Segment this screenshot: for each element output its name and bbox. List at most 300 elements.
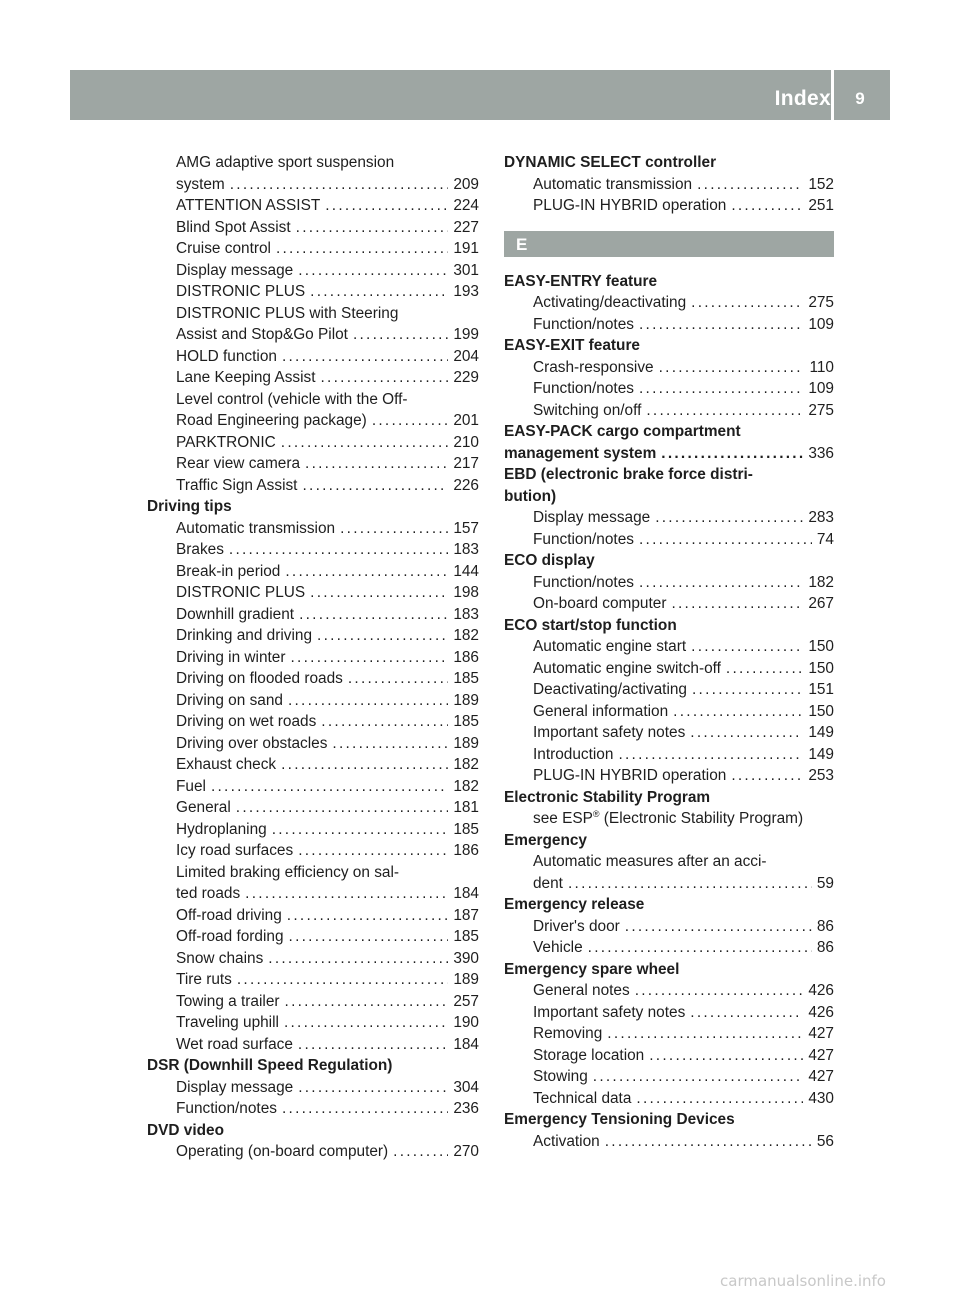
dot-leader <box>691 636 803 658</box>
page-ref[interactable]: 426 <box>808 982 834 999</box>
dot-leader <box>285 561 448 583</box>
page-ref[interactable]: 181 <box>453 799 479 816</box>
dot-leader <box>229 539 448 561</box>
index-subentry[interactable] <box>147 1012 479 1034</box>
index-subentry[interactable] <box>504 292 834 314</box>
page-ref[interactable]: 283 <box>808 509 834 526</box>
index-subentry[interactable] <box>504 507 834 529</box>
index-heading: DSR (Downhill Speed Regulation) <box>147 1057 393 1074</box>
page-ref[interactable]: 59 <box>816 874 834 892</box>
page-ref[interactable]: 209 <box>453 175 479 193</box>
entry-text: Driving on flooded roads <box>176 670 343 687</box>
entry-text: HOLD function <box>176 347 277 365</box>
dot-leader <box>298 840 448 862</box>
dot-leader <box>655 507 803 529</box>
page-ref[interactable]: 267 <box>808 595 834 612</box>
index-subentry-line1: AMG adaptive sport suspension <box>176 154 395 171</box>
index-heading: EASY-EXIT feature <box>504 337 640 354</box>
page-ref[interactable]: 109 <box>808 315 834 333</box>
index-subentry[interactable] <box>147 776 479 798</box>
index-heading: Emergency release <box>504 896 645 913</box>
index-heading: ECO start/stop function <box>504 616 677 634</box>
index-subentry[interactable] <box>147 819 479 841</box>
dot-leader <box>639 314 803 336</box>
index-subentry-line1: Automatic measures after an acci- <box>533 853 767 870</box>
dot-leader <box>317 625 448 647</box>
index-subentry[interactable] <box>147 797 479 819</box>
dot-leader <box>325 195 448 217</box>
index-heading: DYNAMIC SELECT controller <box>504 154 717 171</box>
dot-leader <box>281 754 448 776</box>
dot-leader <box>618 744 803 766</box>
index-subentry[interactable] <box>504 916 834 938</box>
page-ref[interactable]: 186 <box>453 648 479 666</box>
index-subentry[interactable] <box>504 980 834 1002</box>
index-subentry[interactable] <box>504 529 834 551</box>
index-subentry-line1: DISTRONIC PLUS with Steering <box>176 304 399 322</box>
page-ref[interactable]: 224 <box>453 197 479 214</box>
entry-text: Towing a trailer <box>176 992 280 1010</box>
entry-text: Activating/deactivating <box>533 294 687 311</box>
dot-leader <box>296 217 449 239</box>
index-subentry[interactable] <box>147 690 479 712</box>
dot-leader <box>288 690 448 712</box>
page-ref[interactable]: 157 <box>453 519 479 537</box>
entry-text: Traveling uphill <box>176 1014 279 1031</box>
index-subentry[interactable] <box>504 378 834 400</box>
index-subentry[interactable] <box>147 840 479 862</box>
index-subentry[interactable] <box>504 1066 834 1088</box>
page-ref[interactable]: 110 <box>809 358 834 376</box>
dot-leader <box>287 905 449 927</box>
dot-leader <box>731 765 803 787</box>
dot-leader <box>272 819 449 841</box>
index-subentry[interactable] <box>504 873 834 895</box>
index-column-right <box>504 152 834 1152</box>
index-subentry[interactable] <box>147 604 479 626</box>
entry-text: DISTRONIC PLUS <box>176 584 306 601</box>
index-subentry[interactable] <box>504 658 834 680</box>
page-ref[interactable]: 204 <box>453 347 479 365</box>
index-subentry[interactable] <box>147 453 479 475</box>
page-ref[interactable]: 427 <box>808 1068 834 1085</box>
entry-text: Important safety notes <box>533 724 686 741</box>
entry-text: On-board computer <box>533 595 667 612</box>
entry-text: Function/notes <box>533 315 634 333</box>
index-subentry[interactable] <box>147 367 479 389</box>
index-subentry[interactable] <box>147 582 479 604</box>
entry-text: Driving in winter <box>176 648 286 666</box>
dot-leader <box>302 475 448 497</box>
index-heading: ECO display <box>504 552 595 569</box>
index-subentry[interactable] <box>147 754 479 776</box>
dot-leader <box>691 292 803 314</box>
index-subentry[interactable] <box>147 1034 479 1056</box>
entry-text: Automatic engine switch-off <box>533 659 721 677</box>
entry-text: Assist and Stop&Go Pilot <box>176 326 348 343</box>
page-ref[interactable]: 182 <box>453 756 479 773</box>
index-heading: EBD (electronic brake force distri- <box>504 466 753 483</box>
dot-leader <box>588 937 812 959</box>
entry-text: Cruise control <box>176 240 271 257</box>
page-ref[interactable]: 427 <box>808 1025 834 1042</box>
page-ref[interactable]: 336 <box>808 444 834 462</box>
entry-text: Crash-responsive <box>533 358 654 376</box>
dot-leader <box>605 1131 812 1153</box>
page-ref[interactable]: 199 <box>453 326 479 343</box>
entry-text: Tire ruts <box>176 971 232 988</box>
entry-text: Introduction <box>533 745 614 763</box>
index-subentry[interactable] <box>504 314 834 336</box>
entry-text: Snow chains <box>176 949 264 967</box>
page-ref[interactable]: 270 <box>453 1143 479 1160</box>
entry-text: PLUG-IN HYBRID operation <box>533 767 727 784</box>
entry-text: Exhaust check <box>176 756 277 773</box>
dot-leader <box>320 367 448 389</box>
entry-text: Activation <box>533 1132 600 1150</box>
index-subentry[interactable] <box>504 937 834 959</box>
page-ref[interactable]: 86 <box>816 917 834 935</box>
index-column-left <box>147 152 479 1163</box>
entry-text: Function/notes <box>533 380 634 397</box>
dot-leader <box>298 1034 448 1056</box>
section-letter-e: E <box>504 231 834 257</box>
dot-leader <box>230 174 449 196</box>
registered-mark: ® <box>592 808 600 819</box>
entry-text: ted roads <box>176 885 241 902</box>
index-heading: Driving tips <box>147 498 232 515</box>
dot-leader <box>568 873 812 895</box>
page-ref[interactable]: 184 <box>453 885 479 902</box>
entry-text: Display message <box>533 509 651 526</box>
dot-leader <box>661 443 803 465</box>
index-subentry[interactable] <box>147 883 479 905</box>
page-ref[interactable]: 184 <box>453 1035 479 1053</box>
page-ref[interactable]: 251 <box>808 197 834 214</box>
entry-text: General information <box>533 702 669 720</box>
index-heading: EASY-PACK cargo compartment <box>504 423 741 440</box>
index-heading: DVD video <box>147 1121 224 1139</box>
entry-text: General notes <box>533 982 630 999</box>
page-ref[interactable]: 187 <box>453 906 479 924</box>
page-ref[interactable]: 109 <box>808 380 834 397</box>
page-ref[interactable]: 150 <box>808 702 834 720</box>
index-subentry[interactable] <box>504 1002 834 1024</box>
page-ref[interactable]: 201 <box>453 412 479 429</box>
entry-text: Traffic Sign Assist <box>176 476 298 494</box>
page-ref[interactable]: 189 <box>453 691 479 709</box>
dot-leader <box>281 432 449 454</box>
index-subentry[interactable] <box>147 260 479 282</box>
entry-text: Road Engineering package) <box>176 412 367 429</box>
dot-leader <box>726 658 803 680</box>
index-heading: EASY-ENTRY feature <box>504 272 658 290</box>
page-ref[interactable]: 427 <box>808 1046 834 1064</box>
entry-text: Driving over obstacles <box>176 734 328 752</box>
index-subentry[interactable] <box>147 625 479 647</box>
page-ref[interactable]: 56 <box>816 1132 834 1150</box>
dot-leader <box>731 195 803 217</box>
dot-leader <box>285 991 449 1013</box>
index-subentry[interactable] <box>147 647 479 669</box>
index-subentry[interactable] <box>147 561 479 583</box>
page-ref[interactable]: 210 <box>453 433 479 451</box>
index-subentry[interactable] <box>504 357 834 379</box>
entry-text: Function/notes <box>533 573 634 591</box>
index-subentry[interactable] <box>147 991 479 1013</box>
index-subentry-line1: Level control (vehicle with the Off- <box>176 390 408 408</box>
page-ref[interactable]: 150 <box>808 638 834 655</box>
dot-leader <box>282 346 448 368</box>
page-ref[interactable]: 182 <box>453 627 479 644</box>
dot-leader <box>305 453 448 475</box>
dot-leader <box>690 1002 803 1024</box>
entry-text: Blind Spot Assist <box>176 218 291 236</box>
index-subentry[interactable] <box>147 539 479 561</box>
page-ref[interactable]: 430 <box>808 1089 834 1107</box>
entry-text: Driving on sand <box>176 691 283 709</box>
page-ref[interactable]: 191 <box>453 240 479 257</box>
dot-leader <box>276 238 448 260</box>
index-subentry[interactable] <box>147 1141 479 1163</box>
index-subentry[interactable] <box>147 518 479 540</box>
entry-text: Rear view camera <box>176 455 301 472</box>
index-subentry[interactable] <box>504 174 834 196</box>
page-ref[interactable]: 151 <box>808 681 834 698</box>
index-subentry[interactable] <box>147 948 479 970</box>
index-subentry[interactable] <box>504 679 834 701</box>
page-ref[interactable]: 390 <box>453 949 479 967</box>
page-number: 9 <box>855 89 865 108</box>
entry-text: Fuel <box>176 777 206 795</box>
entry-text: Automatic engine start <box>533 638 687 655</box>
dot-leader <box>639 378 803 400</box>
index-subentry[interactable] <box>147 926 479 948</box>
entry-text: Display message <box>176 261 294 279</box>
entry-text: Drinking and driving <box>176 627 313 644</box>
page-ref[interactable]: 198 <box>453 584 479 601</box>
entry-text: Break-in period <box>176 562 281 580</box>
page-ref[interactable]: 185 <box>453 713 479 730</box>
index-subentry[interactable] <box>504 1045 834 1067</box>
index-heading: Electronic Stability Program <box>504 788 711 806</box>
dot-leader <box>353 324 448 346</box>
page-ref[interactable]: 185 <box>453 820 479 838</box>
index-subentry[interactable] <box>147 410 479 432</box>
page-ref[interactable]: 257 <box>453 992 479 1010</box>
dot-leader <box>310 281 448 303</box>
dot-leader <box>340 518 448 540</box>
dot-leader <box>211 776 448 798</box>
entry-text: Wet road surface <box>176 1035 293 1053</box>
index-subentry[interactable] <box>147 324 479 346</box>
dot-leader <box>237 969 448 991</box>
index-subentry[interactable] <box>504 636 834 658</box>
index-subentry[interactable] <box>147 195 479 217</box>
dot-leader <box>659 357 805 379</box>
dot-leader <box>639 572 803 594</box>
index-subentry[interactable] <box>147 733 479 755</box>
page-ref[interactable]: 149 <box>808 745 834 763</box>
index-heading: Emergency spare wheel <box>504 960 680 978</box>
dot-leader <box>268 948 448 970</box>
page-ref[interactable]: 253 <box>808 767 834 784</box>
entry-text: Driving on wet roads <box>176 713 317 730</box>
entry-text: Off-road driving <box>176 906 282 924</box>
dot-leader <box>284 1012 448 1034</box>
entry-text: system <box>176 175 225 193</box>
entry-text: Technical data <box>533 1089 632 1107</box>
index-subentry[interactable] <box>504 572 834 594</box>
page-ref[interactable]: 275 <box>808 294 834 311</box>
dot-leader <box>321 711 448 733</box>
index-subentry[interactable] <box>504 722 834 744</box>
dot-leader <box>299 604 448 626</box>
entry-text: Vehicle <box>533 939 583 956</box>
index-subentry[interactable] <box>147 711 479 733</box>
index-heading-entry[interactable] <box>504 443 834 465</box>
dot-leader <box>690 722 803 744</box>
page-ref[interactable]: 182 <box>453 777 479 795</box>
entry-text: Hydroplaning <box>176 820 267 838</box>
entry-text: management system <box>504 444 657 462</box>
index-subentry[interactable] <box>504 765 834 787</box>
dot-leader <box>673 701 803 723</box>
page-ref[interactable]: 301 <box>453 261 479 279</box>
page-ref[interactable]: 217 <box>453 455 479 472</box>
dot-leader <box>290 647 448 669</box>
page-ref[interactable]: 86 <box>816 939 834 956</box>
index-heading: Emergency <box>504 831 587 849</box>
dot-leader <box>310 582 448 604</box>
entry-text: Automatic transmission <box>533 175 693 193</box>
page-ref[interactable]: 275 <box>808 401 834 419</box>
section-title: Index <box>774 87 831 110</box>
index-subentry[interactable] <box>147 1077 479 1099</box>
dot-leader <box>282 1098 448 1120</box>
index-subentry[interactable] <box>504 593 834 615</box>
dot-leader <box>393 1141 448 1163</box>
index-subentry[interactable] <box>147 217 479 239</box>
page-ref[interactable]: 185 <box>453 928 479 945</box>
page-ref[interactable]: 189 <box>453 734 479 752</box>
dot-leader <box>635 980 804 1002</box>
dot-leader <box>639 529 812 551</box>
page-ref[interactable]: 185 <box>453 670 479 687</box>
index-subentry[interactable] <box>504 195 834 217</box>
dot-leader <box>697 174 803 196</box>
page-ref[interactable]: 229 <box>453 369 479 386</box>
entry-text: dent <box>533 874 563 892</box>
dot-leader <box>298 1077 448 1099</box>
page-ref[interactable]: 226 <box>453 476 479 494</box>
index-subentry[interactable] <box>504 400 834 422</box>
watermark: carmanualsonline.info <box>720 1272 886 1290</box>
page-ref[interactable]: 149 <box>808 724 834 741</box>
page-ref[interactable]: 74 <box>816 530 834 548</box>
index-heading: bution) <box>504 487 557 505</box>
entry-text: Important safety notes <box>533 1003 686 1021</box>
entry-text: PARKTRONIC <box>176 433 276 451</box>
index-subentry[interactable] <box>147 238 479 260</box>
see-reference[interactable]: see ESP® (Electronic Stability Program) <box>533 808 804 827</box>
index-subentry[interactable] <box>147 346 479 368</box>
dot-leader <box>636 1088 803 1110</box>
page-ref[interactable]: 190 <box>453 1014 479 1031</box>
index-subentry[interactable] <box>147 1098 479 1120</box>
page-ref[interactable]: 236 <box>453 1100 479 1117</box>
entry-text: ATTENTION ASSIST <box>176 197 321 214</box>
entry-text: Brakes <box>176 541 224 558</box>
entry-text: Storage location <box>533 1046 645 1064</box>
index-subentry[interactable] <box>147 475 479 497</box>
page-ref[interactable]: 150 <box>808 659 834 677</box>
entry-text: Stowing <box>533 1068 588 1085</box>
page-ref[interactable]: 304 <box>453 1078 479 1096</box>
dot-leader <box>372 410 449 432</box>
entry-text: General <box>176 799 231 816</box>
index-subentry[interactable] <box>147 281 479 303</box>
index-subentry[interactable] <box>147 905 479 927</box>
index-subentry[interactable] <box>504 1131 834 1153</box>
page-ref[interactable]: 189 <box>453 971 479 988</box>
dot-leader <box>692 679 803 701</box>
entry-text: Removing <box>533 1025 603 1042</box>
dot-leader <box>236 797 449 819</box>
page-ref[interactable]: 193 <box>453 283 479 300</box>
entry-text: Lane Keeping Assist <box>176 369 316 386</box>
entry-text: Function/notes <box>176 1100 277 1117</box>
dot-leader <box>607 1023 803 1045</box>
dot-leader <box>332 733 448 755</box>
page-ref[interactable]: 183 <box>453 541 479 558</box>
page-ref[interactable]: 152 <box>808 175 834 193</box>
dot-leader <box>671 593 803 615</box>
dot-leader <box>289 926 449 948</box>
entry-text: Function/notes <box>533 530 634 548</box>
dot-leader <box>298 260 448 282</box>
entry-text: Driver's door <box>533 917 620 935</box>
index-subentry[interactable] <box>504 701 834 723</box>
entry-text: PLUG-IN HYBRID operation <box>533 197 727 214</box>
index-heading: Emergency Tensioning Devices <box>504 1111 735 1128</box>
dot-leader <box>348 668 448 690</box>
entry-text: Switching on/off <box>533 401 642 419</box>
entry-text: DISTRONIC PLUS <box>176 283 306 300</box>
entry-text: Display message <box>176 1078 294 1096</box>
page-ref[interactable]: 183 <box>453 605 479 623</box>
page-ref[interactable]: 426 <box>808 1003 834 1021</box>
entry-text: Downhill gradient <box>176 605 295 623</box>
index-subentry[interactable] <box>147 668 479 690</box>
page-ref[interactable]: 144 <box>453 562 479 580</box>
entry-text: Deactivating/activating <box>533 681 687 698</box>
index-subentry[interactable] <box>147 969 479 991</box>
page-ref[interactable]: 186 <box>453 842 479 859</box>
index-subentry[interactable] <box>504 744 834 766</box>
index-subentry[interactable] <box>504 1023 834 1045</box>
page-ref[interactable]: 182 <box>808 573 834 591</box>
index-subentry[interactable] <box>504 1088 834 1110</box>
page-ref[interactable]: 227 <box>453 218 479 236</box>
dot-leader <box>593 1066 804 1088</box>
index-subentry-line1: Limited braking efficiency on sal- <box>176 863 399 881</box>
dot-leader <box>646 400 803 422</box>
index-subentry[interactable] <box>147 432 479 454</box>
index-subentry[interactable] <box>147 174 479 196</box>
entry-text: Automatic transmission <box>176 519 336 537</box>
entry-text: Icy road surfaces <box>176 842 294 859</box>
